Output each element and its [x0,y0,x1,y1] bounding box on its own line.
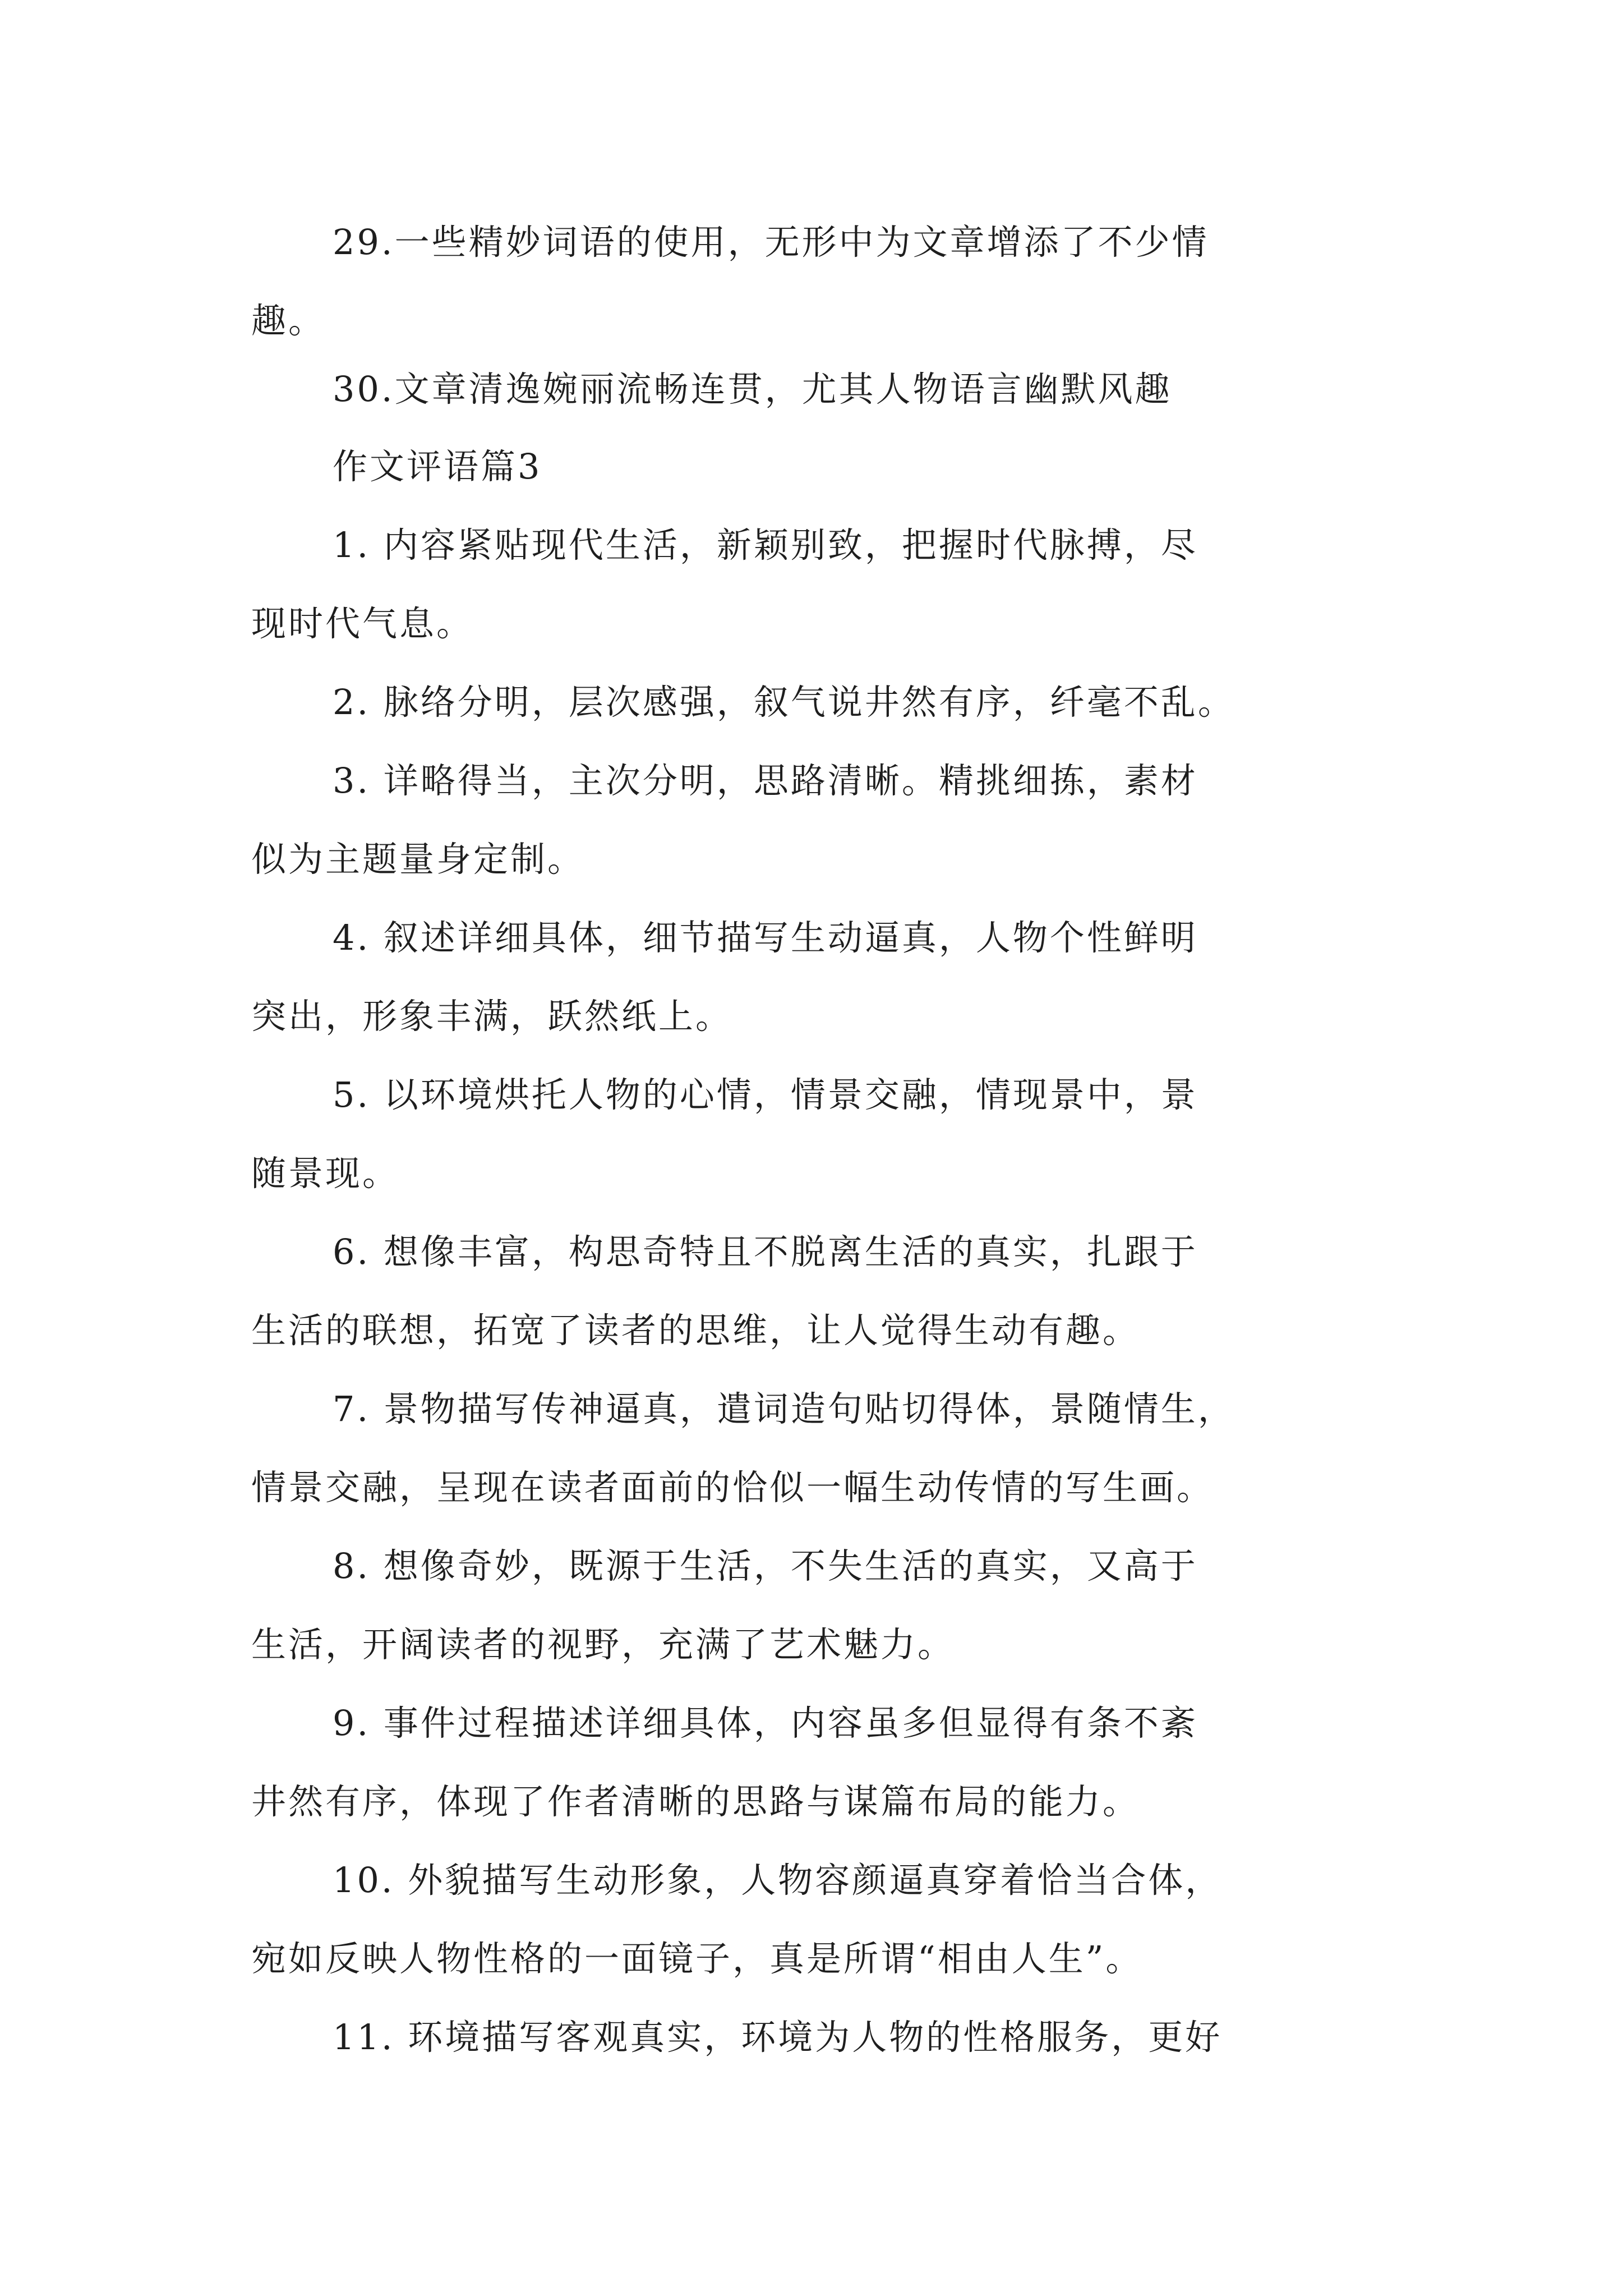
text-line: 4. 叙述详细具体，细节描写生动逼真，人物个性鲜明 [333,917,1198,958]
text-line: 情景交融，呈现在读者面前的恰似一幅生动传情的写生画。 [251,1467,1214,1508]
text-line: 趣。 [251,300,326,341]
text-line: 生活，开阔读者的视野，充满了艺术魅力。 [251,1624,955,1665]
text-line: 10. 外貌描写生动形象，人物容颜逼真穿着恰当合体， [333,1860,1223,1901]
text-line: 生活的联想，拓宽了读者的思维，让人觉得生动有趣。 [251,1310,1140,1351]
text-line: 6. 想像丰富，构思奇特且不脱离生活的真实，扎跟于 [333,1231,1198,1272]
text-line: 9. 事件过程描述详细具体，内容虽多但显得有条不紊 [333,1703,1198,1743]
text-line: 宛如反映人物性格的一面镜子，真是所谓“相由人生”。 [251,1938,1143,1979]
text-line: 3. 详略得当，主次分明，思路清晰。精挑细拣，素材 [333,760,1198,801]
text-line: 29.一些精妙词语的使用，无形中为文章增添了不少情 [333,222,1209,263]
text-line: 5. 以环境烘托人物的心情，情景交融，情现景中，景 [333,1074,1198,1115]
text-line: 7. 景物描写传神逼真，遣词造句贴切得体，景随情生， [333,1388,1235,1429]
text-line: 2. 脉络分明，层次感强，叙气说井然有序，纤毫不乱。 [333,682,1235,723]
text-line: 11. 环境描写客观真实，环境为人物的性格服务，更好 [333,2017,1223,2058]
text-line: 1. 内容紧贴现代生活，新颖别致，把握时代脉搏，尽 [333,524,1198,565]
section-heading: 作文评语篇3 [333,446,542,487]
text-line: 似为主题量身定制。 [251,839,585,880]
text-line: 现时代气息。 [251,603,474,644]
text-line: 8. 想像奇妙，既源于生活，不失生活的真实，又高于 [333,1545,1198,1586]
text-line: 突出，形象丰满，跃然纸上。 [251,996,733,1037]
text-line: 井然有序，体现了作者清晰的思路与谋篇布局的能力。 [251,1781,1140,1822]
text-line: 随景现。 [251,1153,400,1194]
text-line: 30.文章清逸婉丽流畅连贯，尤其人物语言幽默风趣 [333,369,1172,409]
